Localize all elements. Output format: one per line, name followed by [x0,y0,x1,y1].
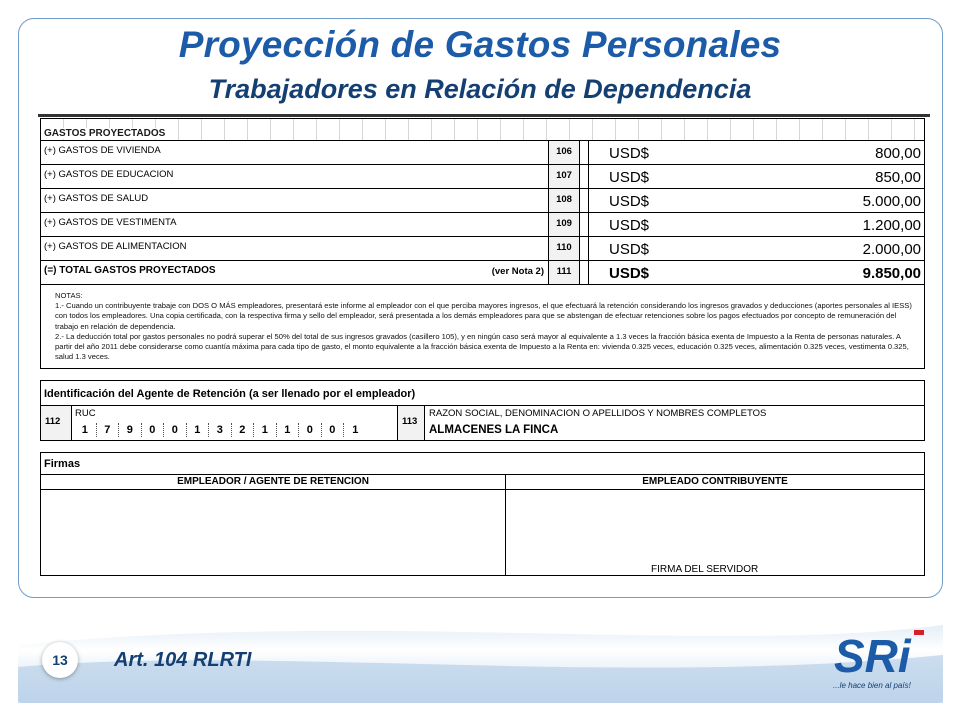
amount-field-alimentacion[interactable] [588,237,924,260]
gastos-table [40,118,925,369]
firmas-header: Firmas [41,453,924,475]
currency-label: USD$ [609,217,650,234]
logo-accent [914,630,924,635]
amount-field-salud[interactable] [588,189,924,212]
amount-field-vivienda[interactable] [588,141,924,164]
agente-header: Identificación del Agente de Retención (a ser llenado por el empleador) [41,381,924,406]
table-row [41,141,924,165]
amount-value: 5.000,00 [862,193,921,210]
col-empleado: EMPLEADO CONTRIBUYENTE [642,476,788,488]
razon-value: ALMACENES LA FINCA [429,424,559,437]
notes-heading: NOTAS: [55,291,83,300]
currency-label: USD$ [609,193,650,210]
row-code: 107 [548,165,580,188]
row-label: (+) GASTOS DE VESTIMENTA [44,217,177,228]
signature-area-employer[interactable] [41,490,506,575]
ruc-field[interactable] [72,406,397,440]
ruc-digit: 9 [119,423,142,437]
sri-logo [832,626,932,692]
row-code: 108 [548,189,580,212]
total-row [41,261,924,285]
currency-label: USD$ [609,145,650,162]
table-row [41,237,924,261]
amount-value: 9.850,00 [862,265,921,282]
page-number: 13 [42,642,78,678]
ruc-digit: 0 [142,423,165,437]
razon-label: RAZON SOCIAL, DENOMINACION O APELLIDOS Y NOMBRES COMPLETOS [429,408,767,420]
currency-label: USD$ [609,169,650,186]
article-reference: Art. 104 RLRTI [114,649,252,671]
logo-slogan: ...le hace bien al país! [833,681,911,690]
expense-form [40,118,925,576]
table-row [41,165,924,189]
table-row [41,189,924,213]
currency-label: USD$ [609,265,650,282]
row-code: 106 [548,141,580,164]
row-label: (+) GASTOS DE VIVIENDA [44,145,161,156]
ruc-digit: 0 [164,423,187,437]
amount-value: 2.000,00 [862,241,921,258]
amount-field-educacion[interactable] [588,165,924,188]
logo-text: SRi [834,630,911,682]
ruc-code: 112 [41,406,72,440]
ruc-digit: 2 [232,423,255,437]
ruc-digit: 1 [254,423,277,437]
ruc-digit: 1 [187,423,210,437]
ruc-digits [74,423,367,437]
table-row [41,213,924,237]
gastos-section-header [41,119,924,141]
gastos-section-title: GASTOS PROYECTADOS [44,128,169,139]
row-label: (+) GASTOS DE ALIMENTACION [44,241,187,252]
agente-table [40,380,925,441]
note-2: 2.- La deducción total por gastos personales no podrá superar el 50% del total de sus ingresos gravados (casillero 105), y en ningún caso será mayor al equivalente a 1.3 veces la fracción básica exenta de Impuesto a la Renta de personas naturales. A partir del año 2011 debe considerarse como cuantía máxima para cada tipo de gasto, el monto equivalente a la fracción básica exenta de Impuesto a la Renta en: vivienda 0.325 veces, educación 0.325 veces, alimentación 0.325 veces, vestimenta 0.325, salud 1.3 veces. [55,331,909,362]
col-empleador: EMPLEADOR / AGENTE DE RETENCION [41,475,506,489]
amount-value: 800,00 [875,145,921,162]
row-label: (+) GASTOS DE SALUD [44,193,149,204]
ruc-digit: 1 [352,424,359,437]
note-1: 1.- Cuando un contribuyente trabaje con DOS O MÁS empleadores, presentará este informe al empleador con el que perciba mayores ingresos, el que efectuará la retención considerando los ingresos gravados y deducciones (aportes personales al IESS) con todos los empleadores. Una copia certificada, con la respectiva firma y sello del empleador, será presentada a los demás empleadores para que se abstengan de efectuar retenciones sobre los pagos efectuados por concepto de remuneración del trabajo en relación de dependencia. [55,301,912,331]
row-code: 110 [548,237,580,260]
total-note: (ver Nota 2) [491,266,544,277]
ruc-digit: 0 [322,423,345,437]
amount-value: 1.200,00 [862,217,921,234]
ruc-digit: 1 [277,423,300,437]
notes-block [41,285,924,368]
currency-label: USD$ [609,241,650,258]
razon-code: 113 [397,406,425,440]
razon-social-field[interactable] [425,406,924,440]
amount-field-total[interactable] [588,261,924,284]
row-code: 109 [548,213,580,236]
ruc-digit: 0 [299,423,322,437]
ruc-digit: 7 [97,423,120,437]
row-label: (+) GASTOS DE EDUCACION [44,169,174,180]
firmas-table [40,452,925,576]
amount-field-vestimenta[interactable] [588,213,924,236]
row-code: 111 [548,261,580,284]
signature-area-employee[interactable] [506,490,924,575]
total-label: (=) TOTAL GASTOS PROYECTADOS (ver Nota 2) [44,265,544,277]
amount-value: 850,00 [875,169,921,186]
signature-label: FIRMA DEL SERVIDOR [651,564,759,576]
page-title: Proyección de Gastos Personales [178,24,782,65]
ruc-digit: 1 [74,423,97,437]
page-subtitle: Trabajadores en Relación de Dependencia [208,74,752,104]
ruc-label: RUC [75,408,96,420]
divider [38,114,930,117]
ruc-digit: 3 [209,423,232,437]
